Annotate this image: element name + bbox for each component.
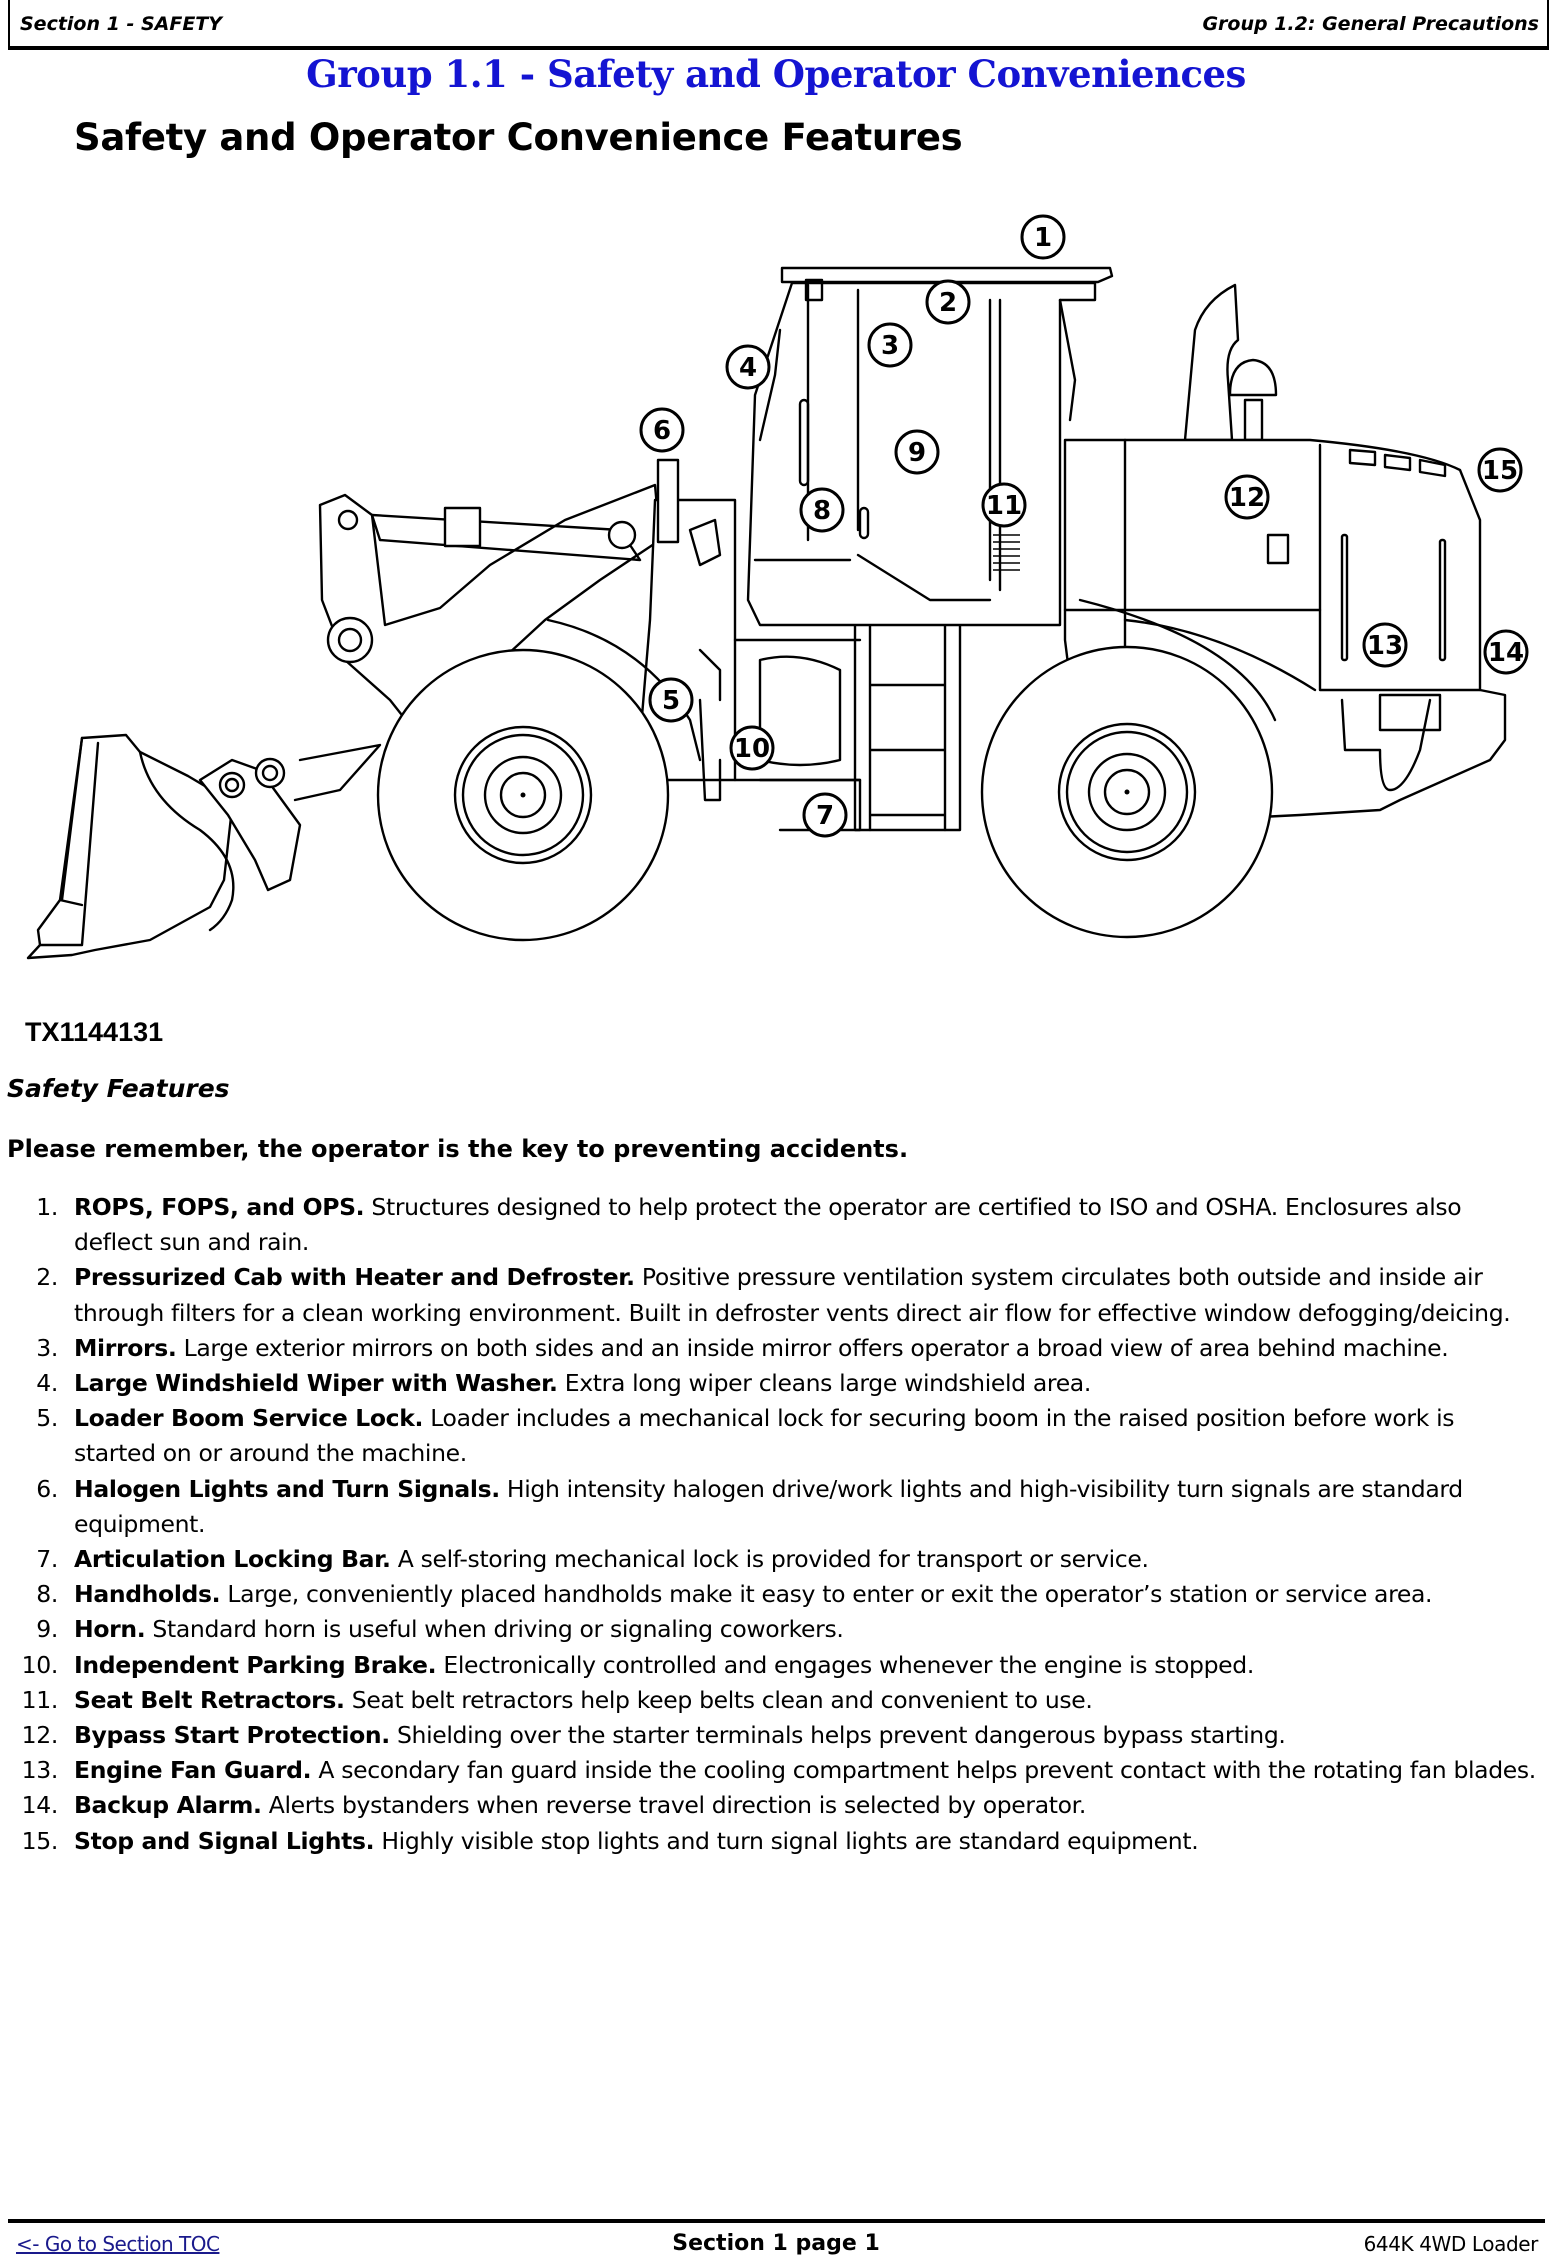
callout-number: 13: [1366, 631, 1404, 661]
callout-5: [650, 679, 692, 721]
callout-11: [983, 484, 1025, 526]
feature-term: Halogen Lights and Turn Signals.: [74, 1474, 500, 1503]
feature-description: Alerts bystanders when reverse travel direction is selected by operator.: [261, 1791, 1086, 1820]
callout-number: 4: [738, 353, 758, 383]
feature-item: [0, 1190, 1540, 1260]
feature-number: 15.: [21, 1826, 58, 1855]
feature-term: Independent Parking Brake.: [74, 1650, 437, 1679]
lead-sentence: Please remember, the operator is the key to preventing accidents.: [7, 1135, 909, 1163]
callout-7: [804, 794, 846, 836]
feature-item: [0, 1683, 1540, 1718]
feature-item: [0, 1753, 1540, 1788]
feature-description: Electronically controlled and engages whenever the engine is stopped.: [436, 1650, 1254, 1679]
feature-description: Shielding over the starter terminals helps prevent dangerous bypass starting.: [389, 1721, 1286, 1750]
rear-wheel: [982, 647, 1272, 937]
feature-term: Engine Fan Guard.: [74, 1756, 312, 1785]
feature-number: 6.: [36, 1474, 58, 1503]
callout-number: 9: [907, 438, 927, 468]
page-title: Safety and Operator Convenience Features: [74, 116, 963, 159]
feature-item: [0, 1612, 1540, 1647]
callout-15: [1479, 449, 1521, 491]
callout-number: 12: [1228, 483, 1266, 513]
feature-item: [0, 1331, 1540, 1366]
callout-12: [1226, 476, 1268, 518]
feature-item: [0, 1788, 1540, 1823]
feature-number: 7.: [36, 1545, 58, 1574]
feature-item: [0, 1401, 1540, 1471]
feature-number: 10.: [21, 1650, 58, 1679]
front-wheel: [378, 650, 668, 940]
feature-list: [0, 1190, 1540, 1859]
feature-term: Large Windshield Wiper with Washer.: [74, 1369, 558, 1398]
callout-number: 10: [733, 734, 771, 764]
go-to-section-toc-link[interactable]: <- Go to Section TOC: [16, 2232, 220, 2256]
footer-divider: [8, 2219, 1545, 2223]
feature-term: Stop and Signal Lights.: [74, 1826, 375, 1855]
feature-term: Seat Belt Retractors.: [74, 1685, 345, 1714]
feature-term: Articulation Locking Bar.: [74, 1545, 391, 1574]
feature-term: Bypass Start Protection.: [74, 1721, 390, 1750]
callout-4: [727, 346, 769, 388]
footer-model: 644K 4WD Loader: [1363, 2232, 1538, 2256]
feature-item: [0, 1718, 1540, 1753]
feature-description: High intensity halogen drive/work lights and high-visibility turn signals are standard equipment.: [74, 1474, 1463, 1538]
callout-number: 14: [1487, 638, 1525, 668]
callout-1: [1022, 216, 1064, 258]
callout-3: [869, 324, 911, 366]
callout-number: 8: [812, 496, 832, 526]
feature-number: 3.: [36, 1333, 58, 1362]
feature-term: Horn.: [74, 1615, 146, 1644]
callout-number: 7: [815, 801, 835, 831]
feature-number: 8.: [36, 1580, 58, 1609]
callout-8: [801, 489, 843, 531]
feature-description: Large, conveniently placed handholds make it easy to enter or exit the operator’s station or service area.: [220, 1580, 1433, 1609]
feature-number: 11.: [21, 1685, 58, 1714]
feature-item: [0, 1260, 1540, 1330]
feature-description: Loader includes a mechanical lock for securing boom in the raised position before work is started on or around the machine.: [74, 1404, 1455, 1468]
feature-description: Positive pressure ventilation system circulates both outside and inside air through filters for a clean working environment. Built in defroster vents direct air flow for effective window defogging/deicing.: [74, 1263, 1511, 1327]
footer-page-number: Section 1 page 1: [672, 2231, 880, 2256]
feature-description: A self-storing mechanical lock is provided for transport or service.: [390, 1545, 1149, 1574]
callout-9: [896, 431, 938, 473]
loader-illustration: [0, 190, 1552, 990]
page-header: [8, 0, 1549, 50]
section-heading: Safety Features: [7, 1074, 230, 1103]
feature-description: Large exterior mirrors on both sides and an inside mirror offers operator a broad view of area behind machine.: [176, 1333, 1449, 1362]
feature-term: Mirrors.: [74, 1333, 177, 1362]
header-section: Section 1 - SAFETY: [20, 13, 223, 35]
callout-2: [927, 281, 969, 323]
callout-number: 2: [938, 288, 958, 318]
header-group: Group 1.2: General Precautions: [1202, 13, 1539, 35]
group-title: Group 1.1 - Safety and Operator Conveniences: [306, 52, 1246, 96]
figure-id: TX1144131: [25, 1017, 164, 1047]
feature-number: 9.: [36, 1615, 58, 1644]
feature-term: ROPS, FOPS, and OPS.: [74, 1193, 365, 1221]
feature-description: A secondary fan guard inside the cooling compartment helps prevent contact with the rotating fan blades.: [311, 1756, 1536, 1785]
feature-item: [0, 1577, 1540, 1612]
feature-description: Extra long wiper cleans large windshield area.: [557, 1369, 1091, 1398]
feature-term: Handholds.: [74, 1580, 221, 1609]
feature-item: [0, 1648, 1540, 1683]
callout-number: 11: [985, 491, 1023, 521]
feature-description: Standard horn is useful when driving or signaling coworkers.: [145, 1615, 844, 1644]
callout-14: [1485, 631, 1527, 673]
feature-term: Loader Boom Service Lock.: [74, 1404, 424, 1433]
feature-number: 14.: [21, 1791, 58, 1820]
feature-number: 5.: [36, 1404, 58, 1433]
feature-description: Seat belt retractors help keep belts clean and convenient to use.: [344, 1685, 1093, 1714]
feature-term: Pressurized Cab with Heater and Defroster.: [74, 1263, 635, 1292]
feature-number: 4.: [36, 1369, 58, 1398]
bucket: [28, 735, 233, 958]
exhaust-stack: [1185, 285, 1276, 440]
callout-number: 5: [661, 686, 681, 716]
callout-number: 15: [1481, 456, 1519, 486]
feature-item: [0, 1542, 1540, 1577]
feature-number: 12.: [21, 1721, 58, 1750]
feature-item: [0, 1366, 1540, 1401]
feature-description: Highly visible stop lights and turn signal lights are standard equipment.: [374, 1826, 1199, 1855]
callout-number: 6: [652, 416, 672, 446]
feature-number: 2.: [36, 1263, 58, 1292]
callout-10: [731, 727, 773, 769]
loader-drawing: [0, 190, 1552, 990]
feature-number: 1.: [36, 1193, 58, 1221]
callout-number: 3: [880, 331, 900, 361]
feature-item: [0, 1824, 1540, 1859]
feature-item: [0, 1472, 1540, 1542]
steps: [735, 620, 960, 830]
feature-number: 13.: [21, 1756, 58, 1785]
feature-description: Structures designed to help protect the operator are certified to ISO and OSHA. Enclosures also deflect sun and rain.: [74, 1193, 1462, 1257]
feature-term: Backup Alarm.: [74, 1791, 262, 1820]
callout-13: [1364, 624, 1406, 666]
callout-number: 1: [1033, 223, 1053, 253]
callout-6: [641, 409, 683, 451]
